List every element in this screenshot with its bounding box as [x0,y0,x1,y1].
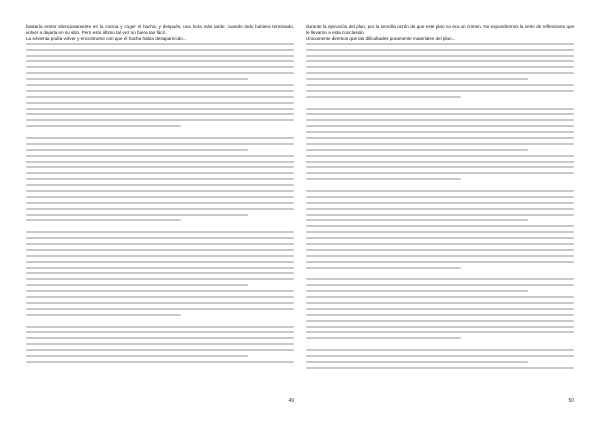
text-line-placeholder [306,131,574,133]
text-line-placeholder [26,296,294,298]
text-line-placeholder [306,367,574,369]
text-line-placeholder [26,267,294,269]
text-line-placeholder [26,78,248,80]
text-line-placeholder [26,331,294,333]
text-line-placeholder [306,149,528,151]
text-line-placeholder [26,90,294,92]
text-line-placeholder [26,202,294,204]
right-page-continuation-text: Únicamente diremos que las dificultades puramente materiales del plan... [306,35,456,41]
text-line-placeholder [306,219,528,221]
text-line-placeholder [26,66,294,68]
text-line-placeholder [26,196,294,198]
text-line-placeholder [26,231,294,233]
text-line-placeholder [306,249,574,251]
text-line-placeholder [26,43,294,45]
text-line-placeholder [26,261,294,263]
text-line-placeholder [306,178,461,180]
text-line-placeholder [26,155,294,157]
text-line-placeholder [26,84,294,86]
text-line-placeholder [26,214,248,216]
text-line-placeholder [306,337,461,339]
text-line-placeholder [306,78,528,80]
page-number-left: 49 [288,398,294,404]
text-line-placeholder [306,196,574,198]
text-line-placeholder [306,190,574,192]
text-line-placeholder [306,278,574,280]
text-line-placeholder [26,184,294,186]
text-line-placeholder [306,331,574,333]
right-page-opening-text: durante la ejecución del plan, por la sencilla razón de que este plan no era un crimen. No expondremos la serie de reflexiones que le llevaron a esta conclusión. [306,24,574,35]
text-line-placeholder [26,219,181,221]
text-line-placeholder [26,284,248,286]
text-line-placeholder [26,290,294,292]
text-line-placeholder [306,314,574,316]
text-line-placeholder [26,96,294,98]
text-line-placeholder [306,143,574,145]
text-line-placeholder [26,172,294,174]
text-line-placeholder [306,243,574,245]
right-page [306,24,574,404]
text-line-placeholder [306,43,574,45]
text-line-placeholder [26,143,294,145]
text-line-placeholder [306,66,574,68]
text-line-placeholder [306,113,574,115]
text-line-placeholder [26,326,294,328]
text-line-placeholder [26,249,294,251]
text-line-placeholder [306,361,528,363]
text-line-placeholder [26,343,294,345]
text-line-placeholder [26,49,294,51]
text-line-placeholder [306,108,574,110]
text-line-placeholder [26,355,248,357]
text-line-placeholder [306,355,574,357]
text-line-placeholder [26,190,294,192]
text-line-placeholder [26,178,294,180]
text-line-placeholder [306,267,461,269]
text-line-placeholder [26,349,294,351]
text-line-placeholder [26,125,181,127]
text-line-placeholder [26,272,294,274]
text-line-placeholder [306,96,461,98]
text-line-placeholder [26,72,294,74]
text-line-placeholder [306,60,574,62]
text-line-placeholder [306,166,574,168]
text-line-placeholder [306,237,574,239]
text-line-placeholder [306,90,574,92]
text-line-placeholder [26,113,294,115]
text-line-placeholder [306,202,574,204]
text-line-placeholder [306,349,574,351]
text-line-placeholder [306,84,574,86]
text-line-placeholder [306,261,574,263]
left-page-opening-text: bastaría entrar silenciosamente en la cocina y coger el hacha; y después, una hora más tarde, cuando todo hubiera terminado, volver a dejarla en su sitio. Pero esto último tal vez no fuera tan fácil. [26,24,294,35]
text-line-placeholder [26,361,294,363]
right-page-text-lines [306,43,574,369]
text-line-placeholder [26,278,294,280]
text-line-placeholder [26,243,294,245]
text-line-placeholder [26,166,294,168]
text-line-placeholder [26,102,294,104]
text-line-placeholder [306,72,574,74]
text-line-placeholder [306,119,574,121]
text-line-placeholder [306,172,574,174]
text-line-placeholder [306,231,574,233]
text-line-placeholder [306,214,574,216]
text-line-placeholder [306,137,574,139]
left-page-text-lines [26,43,294,363]
text-line-placeholder [26,314,181,316]
text-line-placeholder [26,60,294,62]
text-line-placeholder [26,108,294,110]
text-line-placeholder [306,225,574,227]
left-page [26,24,294,404]
text-line-placeholder [26,237,294,239]
text-line-placeholder [306,55,574,57]
text-line-placeholder [306,284,574,286]
text-line-placeholder [306,125,574,127]
text-line-placeholder [306,255,574,257]
text-line-placeholder [26,149,248,151]
text-line-placeholder [306,208,574,210]
text-line-placeholder [306,296,574,298]
text-line-placeholder [306,290,528,292]
text-line-placeholder [26,302,294,304]
text-line-placeholder [26,337,294,339]
text-line-placeholder [306,320,574,322]
left-page-continuation-text: La sirvienta podía volver y encontrarse con que el hacha había desaparecido... [26,35,187,41]
text-line-placeholder [26,161,294,163]
text-line-placeholder [306,302,574,304]
text-line-placeholder [306,49,574,51]
text-line-placeholder [26,119,294,121]
text-line-placeholder [26,208,294,210]
text-line-placeholder [26,308,294,310]
text-line-placeholder [26,137,294,139]
text-line-placeholder [306,308,574,310]
page-number-right: 50 [568,398,574,404]
text-line-placeholder [306,155,574,157]
text-line-placeholder [26,55,294,57]
text-line-placeholder [306,161,574,163]
text-line-placeholder [306,326,574,328]
text-line-placeholder [26,255,294,257]
